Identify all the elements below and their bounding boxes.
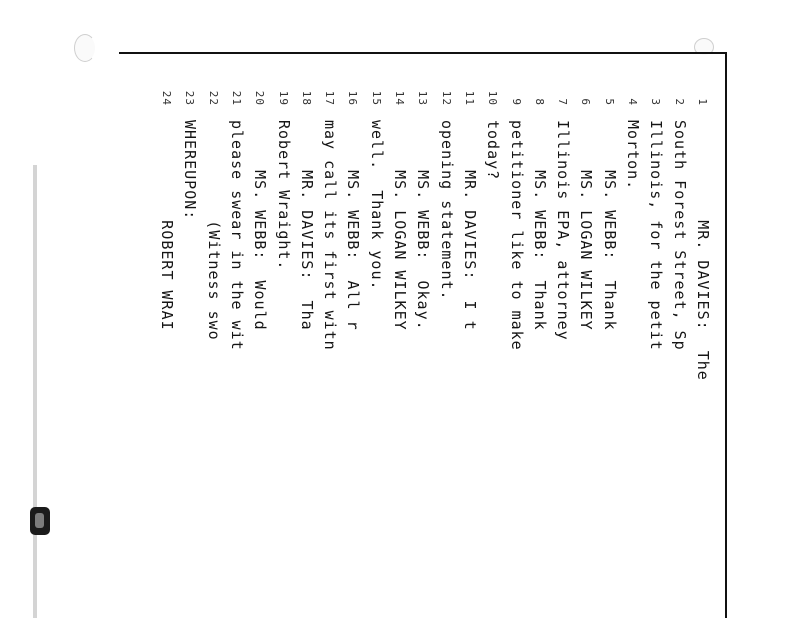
line-number: 10 — [486, 90, 500, 106]
line-number: 19 — [276, 90, 290, 106]
line-text: please swear in the wit — [228, 120, 246, 351]
line-text: MS. LOGAN WILKEY — [577, 120, 596, 331]
line-number: 13 — [416, 90, 430, 106]
transcript-line — [481, 54, 504, 618]
line-text: South Forest Street, Sp — [670, 120, 689, 351]
line-text: MS. LOGAN WILKEY — [391, 120, 410, 331]
line-text: MS. WEBB: Would — [251, 120, 270, 331]
transcript-line — [528, 54, 551, 618]
line-text: MR. DAVIES: Tha — [297, 120, 316, 331]
line-text: may call its first witn — [321, 120, 340, 351]
transcript-line — [318, 54, 341, 618]
transcript-line — [365, 54, 388, 618]
line-text: MS. WEBB: Okay. — [414, 120, 433, 331]
transcript-line — [248, 54, 271, 618]
transcript-line — [225, 54, 248, 618]
line-number: 14 — [393, 90, 407, 106]
line-text: today? — [484, 120, 503, 181]
line-number: 6 — [579, 98, 593, 106]
line-number: 5 — [602, 98, 616, 106]
transcript-line — [691, 54, 714, 618]
line-text: petitioner like to make — [507, 120, 526, 351]
line-text: Illinois, for the petit — [647, 120, 666, 351]
line-number: 23 — [183, 90, 197, 106]
line-text: opening statement. — [437, 120, 456, 301]
line-text: Illinois EPA, attorney — [554, 120, 573, 341]
binder-clip — [30, 507, 50, 535]
line-number: 7 — [556, 98, 570, 106]
transcript-line — [621, 54, 644, 618]
line-text: Morton. — [624, 120, 643, 191]
line-number: 4 — [626, 98, 640, 106]
transcript-line — [575, 54, 598, 618]
transcript-line — [342, 54, 365, 618]
transcript-line — [551, 54, 574, 618]
transcript-line — [458, 54, 481, 618]
transcript-line — [598, 54, 621, 618]
transcript-line — [668, 54, 691, 618]
line-number: 9 — [509, 98, 523, 106]
line-number: 22 — [206, 90, 220, 106]
line-number: 15 — [369, 90, 383, 106]
transcript-line — [272, 54, 295, 618]
line-text: MS. WEBB: All r — [344, 120, 363, 331]
line-text: MS. WEBB: Thank — [600, 120, 619, 331]
transcript-line — [411, 54, 434, 618]
line-text: MR. DAVIES: The — [694, 120, 712, 381]
binder-edge — [33, 165, 37, 618]
line-number: 12 — [439, 90, 453, 106]
transcript-line — [178, 54, 201, 618]
line-text: ROBERT WRAI — [158, 120, 177, 331]
transcript-line — [295, 54, 318, 618]
line-number: 1 — [696, 98, 709, 106]
transcript-line — [644, 54, 667, 618]
line-number: 17 — [323, 90, 337, 106]
line-text: MS. WEBB: Thank — [530, 120, 549, 331]
transcript-line — [505, 54, 528, 618]
line-number: 24 — [160, 90, 174, 106]
line-text: well. Thank you. — [367, 120, 386, 291]
line-number: 3 — [649, 98, 663, 106]
line-number: 2 — [672, 98, 686, 106]
binder-hole-top-left — [74, 34, 96, 62]
line-text: Robert Wraight. — [274, 120, 293, 271]
transcript-text-area — [119, 54, 727, 618]
transcript-line — [202, 54, 225, 618]
transcript-line — [435, 54, 458, 618]
line-number: 8 — [532, 98, 546, 106]
line-number: 18 — [299, 90, 313, 106]
line-number: 16 — [346, 90, 360, 106]
line-text: (Witness swo — [204, 120, 223, 341]
line-number: 11 — [463, 90, 476, 106]
line-number: 21 — [230, 90, 243, 106]
line-text: MR. DAVIES: I t — [461, 120, 479, 331]
transcript-page — [119, 52, 727, 618]
line-text: WHEREUPON: — [181, 120, 200, 221]
transcript-line — [388, 54, 411, 618]
transcript-line — [155, 54, 178, 618]
line-number: 20 — [253, 90, 267, 106]
